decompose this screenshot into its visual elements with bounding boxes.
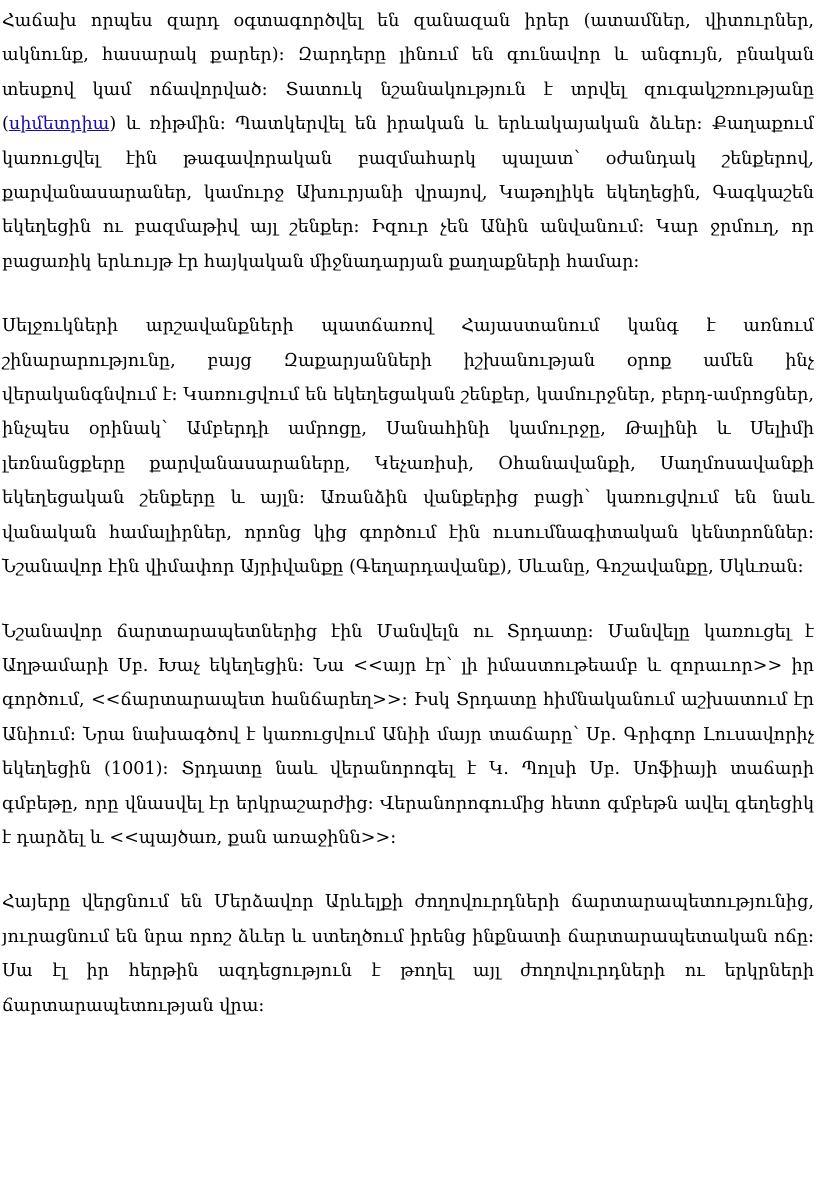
paragraph-1 (2, 4, 814, 279)
paragraph-1-text-before-link: Հաճախ որպես զարդ օգտագործվել են զանազան իրեր (ատամներ, վիտուրներ, ակնունք, հասարակ քարեր)։ Զարդերը լինում են գունավոր և անգույն, բնական տեսքով կամ ոճավորված։ Տատուկ նշանակություն է տրվել զուգակշռությանը ( (2, 11, 814, 135)
paragraph-3: Նշանավոր ճարտարապետներից էին Մանվելն ու Տրդատը։ Մանվելը կառուցել է Աղթամարի Սբ. Խաչ եկեղեցին։ Նա <<այր էր՝ լի իմաստութեամբ և զորաւոր>> իր գործում, <<ճարտարապետ հանճարեղ>>։ Իսկ Տրդատը հիմնականում աշխատում էր Անիում։ Նրա նախագծով է կառուցվում Անիի մայր տաճարը՝ Սբ. Գրիգոր Լուսավորիչ եկեղեցին (1001)։ Տրդատը նաև վերանորոգել է Կ. Պոլսի Սբ. Սոֆիայի տաճարի գմբեթը, որը վնասվել էր երկրաշարժից։ Վերանորոգումից հետո գմբեթն ավել գեղեցիկ է դարձել և <<պայծառ, քան առաջինն>>։ (2, 621, 814, 848)
paragraph-1-text-after-link: ) և ռիթմին։ Պատկերվել են իրական և երևակայական ձևեր։ Քաղաքում կառուցվել էին թագավորական բազմահարկ պալատ՝ օժանդակ շենքերով, քարվանասարաներ, կամուրջ Ախուրյանի վրայով, Կաթոլիկե եկեղեցին, Գագկաշեն եկեղեցին ու բազմաթիվ այլ շենքեր։ Իզուր չեն Անին անվանում։ Կար ջրմուղ, որ բացառիկ երևույթ էր հայկական միջնադարյան քաղաքների համար։ (2, 114, 814, 272)
paragraph-4: Հայերը վերցնում են Մերձավոր Արևելքի ժողովուրդների ճարտարապետությունից, յուրացնում են նրա որոշ ձևեր և ստեղծում իրենց ինքնատի ճարտարապետական ոճը։ Սա էլ իր հերթին ազդեցություն է թողել այլ ժողովուրդների ու երկրների ճարտարապետության վրա։ (2, 892, 814, 1016)
paragraph-2: Սելջուկների արշավանքների պատճառով Հայաստանում կանգ է առնում շինարարությունը, բայց Զաքարյանների իշխանության օրոք ամեն ինչ վերականգնվում է։ Կառուցվում են եկեղեցական շենքեր, կամուրջներ, բերդ-ամրոցներ, ինչպես օրինակ՝ Ամբերդի ամրոցը, Սանաhինի կամուրջը, Թալինի և Սելիմի լեռնանցքերը քարվանասարաները, Կեչառիսի, Օhանավանքի, Սաղմոսավանքի եկեղեցական շենքերը և այլն։ Առանձին վանքերից բացի՝ կառուցվում են նաև վանական համալիրներ, որոնց կից գործում էին ուսումնագիտական կենտրոններ։ Նշանավոր էին վիմափոր Այրիվանքը (Գեղարդավանք), Սևանը, Գոշավանքը, Սկևռան։ (2, 316, 814, 578)
symmetry-link[interactable]: սիմետրիա (8, 114, 110, 135)
